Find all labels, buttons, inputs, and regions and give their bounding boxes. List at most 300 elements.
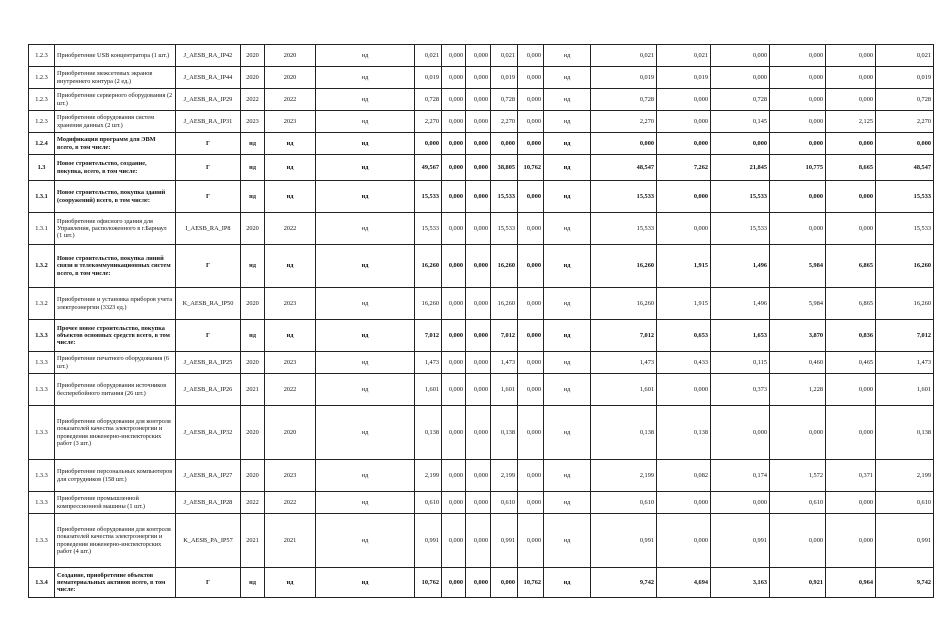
year-2021-cell: 0,174 xyxy=(711,460,770,492)
year-2022-cell: 0,460 xyxy=(770,352,826,374)
val-4-cell: 7,012 xyxy=(491,320,518,352)
col-nd-1-cell: нд xyxy=(316,111,415,133)
year-2020-cell: 0,021 xyxy=(657,45,711,67)
item-name-cell: Приобретение офисного здания для Управления, расположенного в г.Барнаул (1 шт.) xyxy=(55,213,176,245)
total-cell: 15,533 xyxy=(591,181,657,213)
val-1-cell: 49,567 xyxy=(415,155,442,181)
year-2022-cell: 10,775 xyxy=(770,155,826,181)
start-year-cell: 2022 xyxy=(241,89,265,111)
total-cell: 1,601 xyxy=(591,374,657,406)
val-2-cell: 0,000 xyxy=(442,45,466,67)
project-id-cell: J_AESB_RA_IP42 xyxy=(176,45,241,67)
grand-total-cell: 16,260 xyxy=(876,288,934,320)
item-name-cell: Приобретение оборудования для контроля показателей качества электроэнергии и проведения инженерно-инспекторских работ (3 шт.) xyxy=(55,406,176,460)
year-2021-cell: 0,000 xyxy=(711,406,770,460)
val-4-cell: 15,533 xyxy=(491,181,518,213)
row-code-cell: 1.2.3 xyxy=(29,67,55,89)
year-2023-cell: 0,000 xyxy=(826,67,876,89)
year-2020-cell: 0,000 xyxy=(657,514,711,568)
start-year-cell: 2020 xyxy=(241,213,265,245)
col-nd-2-cell: нд xyxy=(544,67,591,89)
val-1-cell: 16,260 xyxy=(415,288,442,320)
year-2022-cell: 3,870 xyxy=(770,320,826,352)
item-name-cell: Модификация программ для ЭВМ всего, в том числе: xyxy=(55,133,176,155)
val-2-cell: 0,000 xyxy=(442,320,466,352)
val-2-cell: 0,000 xyxy=(442,568,466,598)
start-year-cell: 2022 xyxy=(241,492,265,514)
year-2023-cell: 2,125 xyxy=(826,111,876,133)
item-name-cell: Приобретение персональных компьютеров для сотрудников (158 шт.) xyxy=(55,460,176,492)
val-5-cell: 0,000 xyxy=(518,213,544,245)
val-2-cell: 0,000 xyxy=(442,133,466,155)
col-nd-1-cell: нд xyxy=(316,460,415,492)
table-row xyxy=(29,352,934,374)
total-cell: 9,742 xyxy=(591,568,657,598)
item-name-cell: Прочее новое строительство, покупка объектов основных средств всего, в том числе: xyxy=(55,320,176,352)
val-2-cell: 0,000 xyxy=(442,213,466,245)
start-year-cell: нд xyxy=(241,181,265,213)
total-cell: 0,000 xyxy=(591,133,657,155)
end-year-cell: 2023 xyxy=(265,288,316,320)
item-name-cell: Приобретение печатного оборудования (6 шт.) xyxy=(55,352,176,374)
table-row xyxy=(29,374,934,406)
val-3-cell: 0,000 xyxy=(466,406,491,460)
val-3-cell: 0,000 xyxy=(466,288,491,320)
table-row xyxy=(29,320,934,352)
year-2023-cell: 0,000 xyxy=(826,406,876,460)
end-year-cell: 2022 xyxy=(265,374,316,406)
table-row xyxy=(29,213,934,245)
col-nd-2-cell: нд xyxy=(544,374,591,406)
grand-total-cell: 48,547 xyxy=(876,155,934,181)
item-name-cell: Приобретение оборудования для контроля показателей качества электроэнергии и проведения инженерно-инспекторских работ (4 шт.) xyxy=(55,514,176,568)
year-2023-cell: 0,964 xyxy=(826,568,876,598)
year-2021-cell: 0,000 xyxy=(711,492,770,514)
val-5-cell: 0,000 xyxy=(518,67,544,89)
end-year-cell: 2020 xyxy=(265,45,316,67)
total-cell: 0,021 xyxy=(591,45,657,67)
start-year-cell: нд xyxy=(241,133,265,155)
val-5-cell: 0,000 xyxy=(518,492,544,514)
col-nd-1-cell: нд xyxy=(316,213,415,245)
col-nd-1-cell: нд xyxy=(316,288,415,320)
year-2021-cell: 3,163 xyxy=(711,568,770,598)
val-2-cell: 0,000 xyxy=(442,67,466,89)
val-3-cell: 0,000 xyxy=(466,320,491,352)
year-2021-cell: 15,533 xyxy=(711,213,770,245)
year-2021-cell: 1,496 xyxy=(711,245,770,288)
year-2022-cell: 1,572 xyxy=(770,460,826,492)
end-year-cell: 2022 xyxy=(265,492,316,514)
year-2020-cell: 0,000 xyxy=(657,111,711,133)
val-3-cell: 0,000 xyxy=(466,111,491,133)
row-code-cell: 1.3.3 xyxy=(29,374,55,406)
item-name-cell: Новое строительство, покупка линий связи и телекоммуникационных систем всего, в том числе: xyxy=(55,245,176,288)
grand-total-cell: 2,199 xyxy=(876,460,934,492)
val-4-cell: 15,533 xyxy=(491,213,518,245)
val-1-cell: 1,473 xyxy=(415,352,442,374)
year-2022-cell: 5,984 xyxy=(770,245,826,288)
val-5-cell: 0,000 xyxy=(518,352,544,374)
col-nd-2-cell: нд xyxy=(544,155,591,181)
val-4-cell: 0,610 xyxy=(491,492,518,514)
val-5-cell: 0,000 xyxy=(518,181,544,213)
val-4-cell: 16,260 xyxy=(491,245,518,288)
col-nd-2-cell: нд xyxy=(544,492,591,514)
year-2021-cell: 0,000 xyxy=(711,133,770,155)
grand-total-cell: 0,000 xyxy=(876,133,934,155)
val-2-cell: 0,000 xyxy=(442,374,466,406)
year-2021-cell: 0,115 xyxy=(711,352,770,374)
total-cell: 16,260 xyxy=(591,288,657,320)
start-year-cell: 2020 xyxy=(241,45,265,67)
val-3-cell: 0,000 xyxy=(466,460,491,492)
start-year-cell: нд xyxy=(241,155,265,181)
table-row xyxy=(29,492,934,514)
investment-program-table xyxy=(28,44,934,598)
year-2020-cell: 0,000 xyxy=(657,492,711,514)
total-cell: 1,473 xyxy=(591,352,657,374)
col-nd-2-cell: нд xyxy=(544,245,591,288)
year-2022-cell: 1,228 xyxy=(770,374,826,406)
val-1-cell: 15,533 xyxy=(415,213,442,245)
col-nd-2-cell: нд xyxy=(544,133,591,155)
grand-total-cell: 2,270 xyxy=(876,111,934,133)
project-id-cell: J_AESB_RA_IP29 xyxy=(176,89,241,111)
year-2020-cell: 0,019 xyxy=(657,67,711,89)
val-5-cell: 0,000 xyxy=(518,460,544,492)
val-5-cell: 10,762 xyxy=(518,568,544,598)
total-cell: 48,547 xyxy=(591,155,657,181)
row-code-cell: 1.3.3 xyxy=(29,406,55,460)
val-1-cell: 10,762 xyxy=(415,568,442,598)
start-year-cell: 2020 xyxy=(241,288,265,320)
item-name-cell: Создание, приобретение объектов нематериальных активов всего, в том числе: xyxy=(55,568,176,598)
year-2023-cell: 0,371 xyxy=(826,460,876,492)
end-year-cell: нд xyxy=(265,320,316,352)
col-nd-2-cell: нд xyxy=(544,45,591,67)
table-row xyxy=(29,460,934,492)
year-2021-cell: 1,653 xyxy=(711,320,770,352)
start-year-cell: 2023 xyxy=(241,111,265,133)
val-2-cell: 0,000 xyxy=(442,155,466,181)
val-4-cell: 1,473 xyxy=(491,352,518,374)
row-code-cell: 1.3.1 xyxy=(29,181,55,213)
col-nd-1-cell: нд xyxy=(316,406,415,460)
year-2022-cell: 0,000 xyxy=(770,514,826,568)
table-row xyxy=(29,89,934,111)
item-name-cell: Приобретение оборудования систем хранения данных (2 шт.) xyxy=(55,111,176,133)
val-1-cell: 0,019 xyxy=(415,67,442,89)
val-1-cell: 15,533 xyxy=(415,181,442,213)
grand-total-cell: 0,991 xyxy=(876,514,934,568)
total-cell: 15,533 xyxy=(591,213,657,245)
grand-total-cell: 0,021 xyxy=(876,45,934,67)
total-cell: 0,019 xyxy=(591,67,657,89)
year-2020-cell: 0,138 xyxy=(657,406,711,460)
val-2-cell: 0,000 xyxy=(442,352,466,374)
start-year-cell: 2021 xyxy=(241,514,265,568)
val-2-cell: 0,000 xyxy=(442,111,466,133)
row-code-cell: 1.3.3 xyxy=(29,460,55,492)
val-5-cell: 0,000 xyxy=(518,288,544,320)
val-1-cell: 0,610 xyxy=(415,492,442,514)
val-1-cell: 2,270 xyxy=(415,111,442,133)
year-2020-cell: 7,262 xyxy=(657,155,711,181)
table-row xyxy=(29,133,934,155)
project-id-cell: J_AESB_RA_IP32 xyxy=(176,406,241,460)
end-year-cell: 2021 xyxy=(265,514,316,568)
val-4-cell: 16,260 xyxy=(491,288,518,320)
val-1-cell: 2,199 xyxy=(415,460,442,492)
val-2-cell: 0,000 xyxy=(442,181,466,213)
grand-total-cell: 0,610 xyxy=(876,492,934,514)
total-cell: 2,199 xyxy=(591,460,657,492)
val-4-cell: 1,601 xyxy=(491,374,518,406)
item-name-cell: Приобретение межсетевых экранов внутреннего контура (2 ед.) xyxy=(55,67,176,89)
row-code-cell: 1.2.3 xyxy=(29,89,55,111)
val-1-cell: 0,728 xyxy=(415,89,442,111)
item-name-cell: Новое строительство, создание, покупка, всего, в том числе: xyxy=(55,155,176,181)
table-row xyxy=(29,181,934,213)
val-3-cell: 0,000 xyxy=(466,181,491,213)
year-2021-cell: 0,373 xyxy=(711,374,770,406)
col-nd-2-cell: нд xyxy=(544,320,591,352)
year-2022-cell: 0,000 xyxy=(770,133,826,155)
end-year-cell: 2022 xyxy=(265,213,316,245)
val-3-cell: 0,000 xyxy=(466,492,491,514)
start-year-cell: 2020 xyxy=(241,460,265,492)
row-code-cell: 1.3.2 xyxy=(29,288,55,320)
project-id-cell: Г xyxy=(176,181,241,213)
item-name-cell: Новое строительство, покупка зданий (сооружений) всего, в том числе: xyxy=(55,181,176,213)
row-code-cell: 1.3.4 xyxy=(29,568,55,598)
total-cell: 0,138 xyxy=(591,406,657,460)
end-year-cell: нд xyxy=(265,155,316,181)
year-2022-cell: 0,000 xyxy=(770,67,826,89)
col-nd-2-cell: нд xyxy=(544,514,591,568)
val-1-cell: 7,012 xyxy=(415,320,442,352)
project-id-cell: K_AESB_RA_IP50 xyxy=(176,288,241,320)
year-2023-cell: 0,000 xyxy=(826,374,876,406)
col-nd-1-cell: нд xyxy=(316,133,415,155)
table-row xyxy=(29,45,934,67)
col-nd-2-cell: нд xyxy=(544,460,591,492)
val-5-cell: 0,000 xyxy=(518,89,544,111)
val-2-cell: 0,000 xyxy=(442,245,466,288)
year-2023-cell: 0,000 xyxy=(826,213,876,245)
val-2-cell: 0,000 xyxy=(442,89,466,111)
start-year-cell: 2020 xyxy=(241,67,265,89)
val-1-cell: 0,021 xyxy=(415,45,442,67)
table-row xyxy=(29,288,934,320)
end-year-cell: нд xyxy=(265,133,316,155)
year-2023-cell: 0,000 xyxy=(826,492,876,514)
project-id-cell: J_AESB_RA_IP27 xyxy=(176,460,241,492)
year-2023-cell: 8,665 xyxy=(826,155,876,181)
project-id-cell: I_AESB_RA_IP8 xyxy=(176,213,241,245)
val-5-cell: 0,000 xyxy=(518,514,544,568)
year-2021-cell: 0,145 xyxy=(711,111,770,133)
item-name-cell: Приобретение и установка приборов учета электроэнергии (3323 ед.) xyxy=(55,288,176,320)
val-3-cell: 0,000 xyxy=(466,67,491,89)
col-nd-1-cell: нд xyxy=(316,67,415,89)
end-year-cell: нд xyxy=(265,245,316,288)
year-2020-cell: 4,694 xyxy=(657,568,711,598)
table-row xyxy=(29,67,934,89)
year-2021-cell: 0,991 xyxy=(711,514,770,568)
val-3-cell: 0,000 xyxy=(466,133,491,155)
year-2022-cell: 0,000 xyxy=(770,89,826,111)
col-nd-2-cell: нд xyxy=(544,288,591,320)
year-2020-cell: 0,000 xyxy=(657,181,711,213)
grand-total-cell: 9,742 xyxy=(876,568,934,598)
row-code-cell: 1.3.3 xyxy=(29,320,55,352)
val-5-cell: 0,000 xyxy=(518,245,544,288)
year-2021-cell: 1,496 xyxy=(711,288,770,320)
col-nd-2-cell: нд xyxy=(544,181,591,213)
val-2-cell: 0,000 xyxy=(442,460,466,492)
year-2023-cell: 0,000 xyxy=(826,45,876,67)
end-year-cell: 2022 xyxy=(265,89,316,111)
col-nd-1-cell: нд xyxy=(316,320,415,352)
grand-total-cell: 0,138 xyxy=(876,406,934,460)
val-3-cell: 0,000 xyxy=(466,155,491,181)
row-code-cell: 1.3.3 xyxy=(29,514,55,568)
year-2020-cell: 0,000 xyxy=(657,133,711,155)
year-2022-cell: 0,921 xyxy=(770,568,826,598)
project-id-cell: Г xyxy=(176,568,241,598)
val-5-cell: 0,000 xyxy=(518,406,544,460)
total-cell: 0,728 xyxy=(591,89,657,111)
col-nd-1-cell: нд xyxy=(316,352,415,374)
year-2022-cell: 0,000 xyxy=(770,213,826,245)
val-4-cell: 2,270 xyxy=(491,111,518,133)
val-4-cell: 0,991 xyxy=(491,514,518,568)
col-nd-1-cell: нд xyxy=(316,514,415,568)
val-1-cell: 0,000 xyxy=(415,133,442,155)
val-4-cell: 0,000 xyxy=(491,568,518,598)
col-nd-1-cell: нд xyxy=(316,374,415,406)
year-2020-cell: 1,915 xyxy=(657,245,711,288)
val-1-cell: 1,601 xyxy=(415,374,442,406)
project-id-cell: J_AESB_RA_IP31 xyxy=(176,111,241,133)
val-3-cell: 0,000 xyxy=(466,45,491,67)
row-code-cell: 1.3.3 xyxy=(29,492,55,514)
val-2-cell: 0,000 xyxy=(442,406,466,460)
end-year-cell: 2020 xyxy=(265,67,316,89)
year-2023-cell: 0,465 xyxy=(826,352,876,374)
val-4-cell: 0,138 xyxy=(491,406,518,460)
year-2022-cell: 0,000 xyxy=(770,406,826,460)
project-id-cell: Г xyxy=(176,245,241,288)
grand-total-cell: 15,533 xyxy=(876,213,934,245)
val-3-cell: 0,000 xyxy=(466,374,491,406)
val-1-cell: 0,991 xyxy=(415,514,442,568)
project-id-cell: Г xyxy=(176,133,241,155)
row-code-cell: 1.2.3 xyxy=(29,111,55,133)
table-row xyxy=(29,406,934,460)
item-name-cell: Приобретение USB концентратора (1 шт.) xyxy=(55,45,176,67)
year-2023-cell: 0,000 xyxy=(826,514,876,568)
val-3-cell: 0,000 xyxy=(466,514,491,568)
start-year-cell: 2021 xyxy=(241,374,265,406)
val-5-cell: 10,762 xyxy=(518,155,544,181)
col-nd-2-cell: нд xyxy=(544,111,591,133)
val-1-cell: 0,138 xyxy=(415,406,442,460)
start-year-cell: 2020 xyxy=(241,406,265,460)
col-nd-2-cell: нд xyxy=(544,89,591,111)
val-3-cell: 0,000 xyxy=(466,89,491,111)
grand-total-cell: 15,533 xyxy=(876,181,934,213)
row-code-cell: 1.2.4 xyxy=(29,133,55,155)
row-code-cell: 1.3.2 xyxy=(29,245,55,288)
year-2023-cell: 0,000 xyxy=(826,133,876,155)
year-2021-cell: 15,533 xyxy=(711,181,770,213)
col-nd-2-cell: нд xyxy=(544,213,591,245)
col-nd-2-cell: нд xyxy=(544,568,591,598)
year-2022-cell: 0,000 xyxy=(770,45,826,67)
table-row xyxy=(29,568,934,598)
col-nd-1-cell: нд xyxy=(316,89,415,111)
grand-total-cell: 1,473 xyxy=(876,352,934,374)
year-2020-cell: 0,653 xyxy=(657,320,711,352)
val-1-cell: 16,260 xyxy=(415,245,442,288)
start-year-cell: нд xyxy=(241,568,265,598)
val-3-cell: 0,000 xyxy=(466,245,491,288)
item-name-cell: Приобретение оборудования источников бесперебойного питания (26 шт.) xyxy=(55,374,176,406)
year-2023-cell: 0,000 xyxy=(826,181,876,213)
year-2020-cell: 0,433 xyxy=(657,352,711,374)
total-cell: 16,260 xyxy=(591,245,657,288)
year-2023-cell: 6,865 xyxy=(826,245,876,288)
col-nd-1-cell: нд xyxy=(316,245,415,288)
val-4-cell: 0,019 xyxy=(491,67,518,89)
val-3-cell: 0,000 xyxy=(466,568,491,598)
val-3-cell: 0,000 xyxy=(466,213,491,245)
val-4-cell: 0,728 xyxy=(491,89,518,111)
col-nd-2-cell: нд xyxy=(544,352,591,374)
grand-total-cell: 0,019 xyxy=(876,67,934,89)
grand-total-cell: 1,601 xyxy=(876,374,934,406)
project-id-cell: J_AESB_RA_IP44 xyxy=(176,67,241,89)
end-year-cell: нд xyxy=(265,181,316,213)
project-id-cell: K_AESB_PA_IP57 xyxy=(176,514,241,568)
val-4-cell: 0,000 xyxy=(491,133,518,155)
year-2020-cell: 1,915 xyxy=(657,288,711,320)
project-id-cell: J_AESB_RA_IP25 xyxy=(176,352,241,374)
val-2-cell: 0,000 xyxy=(442,492,466,514)
total-cell: 2,270 xyxy=(591,111,657,133)
val-2-cell: 0,000 xyxy=(442,288,466,320)
end-year-cell: 2020 xyxy=(265,406,316,460)
year-2020-cell: 0,000 xyxy=(657,213,711,245)
grand-total-cell: 7,012 xyxy=(876,320,934,352)
year-2020-cell: 0,082 xyxy=(657,460,711,492)
val-4-cell: 0,021 xyxy=(491,45,518,67)
val-5-cell: 0,000 xyxy=(518,133,544,155)
val-5-cell: 0,000 xyxy=(518,111,544,133)
year-2023-cell: 0,836 xyxy=(826,320,876,352)
row-code-cell: 1.3.1 xyxy=(29,213,55,245)
item-name-cell: Приобретение промышленной компрессионной машины (1 шт.) xyxy=(55,492,176,514)
project-id-cell: J_AESB_RA_IP26 xyxy=(176,374,241,406)
table-row xyxy=(29,245,934,288)
table-row xyxy=(29,111,934,133)
year-2023-cell: 6,865 xyxy=(826,288,876,320)
total-cell: 0,991 xyxy=(591,514,657,568)
grand-total-cell: 0,728 xyxy=(876,89,934,111)
